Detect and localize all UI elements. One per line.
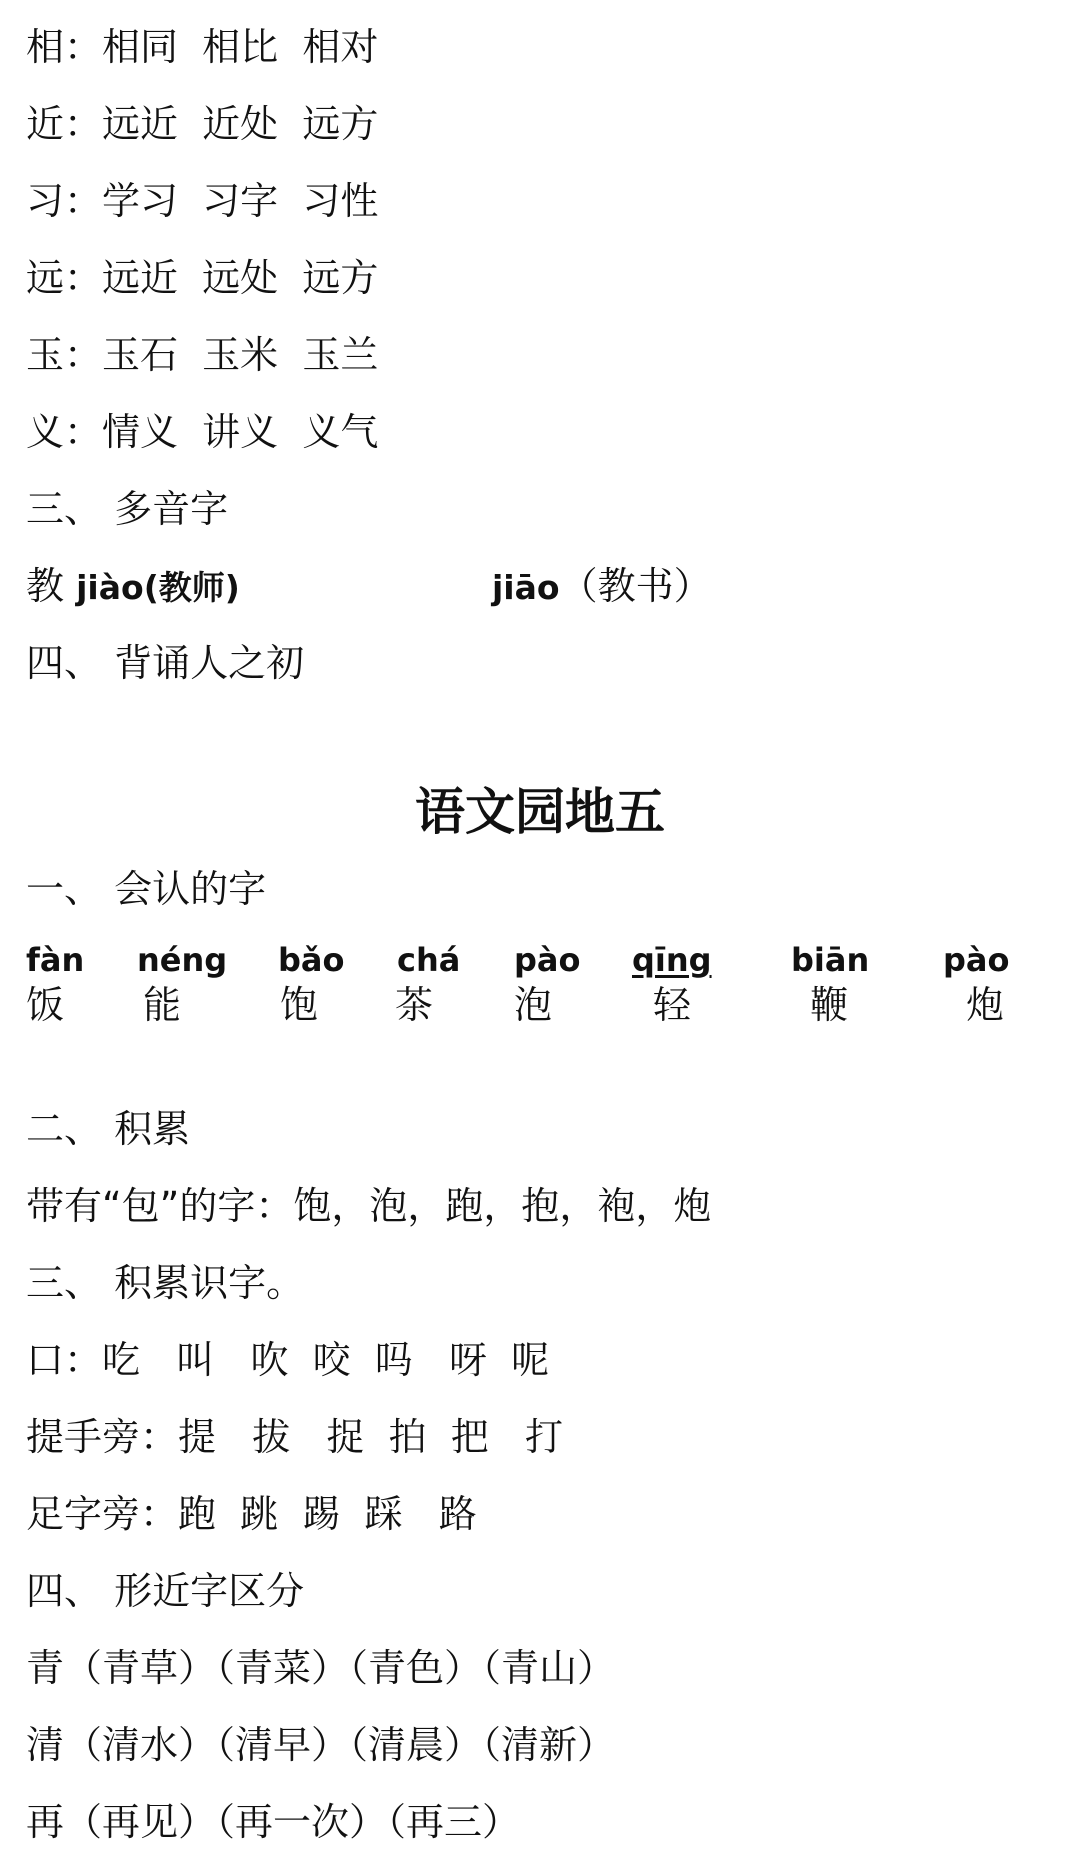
page-title: 语文园地五: [415, 783, 665, 841]
qing-blue-line: 青（青草）（青菜）（青色）（青山）: [26, 1646, 616, 1690]
zai-line: 再（再见）（再一次）（再三）: [26, 1800, 521, 1844]
polyphonic-char: 教: [26, 564, 65, 608]
polyphonic-reading-2: jiāo: [492, 568, 560, 607]
pinyin-pao-2: pào: [943, 941, 1010, 979]
qing-clear-line: 清（清水）（清早）（清晨）（清新）: [26, 1723, 616, 1767]
char-bao: 饱: [280, 983, 319, 1027]
char-neng: 能: [143, 983, 182, 1027]
char-bian: 鞭: [810, 983, 849, 1027]
word-group-xi: 习：学习 习字 习性: [26, 179, 379, 223]
word-group-yuan: 远：远近 远处 远方: [26, 256, 379, 300]
char-cha: 茶: [395, 983, 434, 1027]
polyphonic-word-1: (教师): [143, 568, 240, 607]
pinyin-bian: biān: [791, 941, 870, 979]
pinyin-pao: pào: [514, 941, 581, 979]
word-group-jin: 近：远近 近处 远方: [26, 102, 379, 146]
char-qing: 轻: [653, 983, 692, 1027]
pinyin-fan: fàn: [26, 941, 85, 979]
char-fan: 饭: [26, 983, 65, 1027]
heading-accumulate-chars: 三、 积累识字。: [26, 1261, 305, 1305]
char-pao-2: 炮: [966, 983, 1005, 1027]
pinyin-bao: bǎo: [278, 941, 345, 979]
polyphonic-reading-1: jiào: [76, 568, 144, 607]
word-group-yu: 玉：玉石 玉米 玉兰: [26, 333, 379, 377]
pinyin-neng: néng: [137, 941, 228, 979]
char-pao: 泡: [514, 983, 553, 1027]
foot-radical-line: 足字旁：跑 跳 踢 踩 路: [26, 1492, 477, 1536]
word-group-xiang: 相：相同 相比 相对: [26, 25, 379, 69]
pinyin-qing: qīng: [632, 941, 712, 979]
bao-component-line: 带有“包”的字：饱，泡，跑，抱，袍，炮: [26, 1184, 712, 1228]
heading-accumulate: 二、 积累: [26, 1107, 191, 1151]
word-group-yi: 义：情义 讲义 义气: [26, 410, 379, 454]
heading-similar-chars: 四、 形近字区分: [26, 1569, 305, 1613]
polyphonic-line: [26, 563, 240, 611]
polyphonic-line-2: [492, 563, 712, 611]
pinyin-cha: chá: [397, 941, 461, 979]
polyphonic-word-2: （教书）: [559, 564, 712, 608]
heading-recognize-chars: 一、 会认的字: [26, 867, 267, 911]
heading-recite: 四、 背诵人之初: [26, 641, 305, 685]
kou-radical-line: 口：吃 叫 吹 咬 吗 呀 呢: [26, 1338, 550, 1382]
heading-polyphonic: 三、 多音字: [26, 487, 229, 531]
hand-radical-line: 提手旁：提 拔 捉 拍 把 打: [26, 1415, 564, 1459]
